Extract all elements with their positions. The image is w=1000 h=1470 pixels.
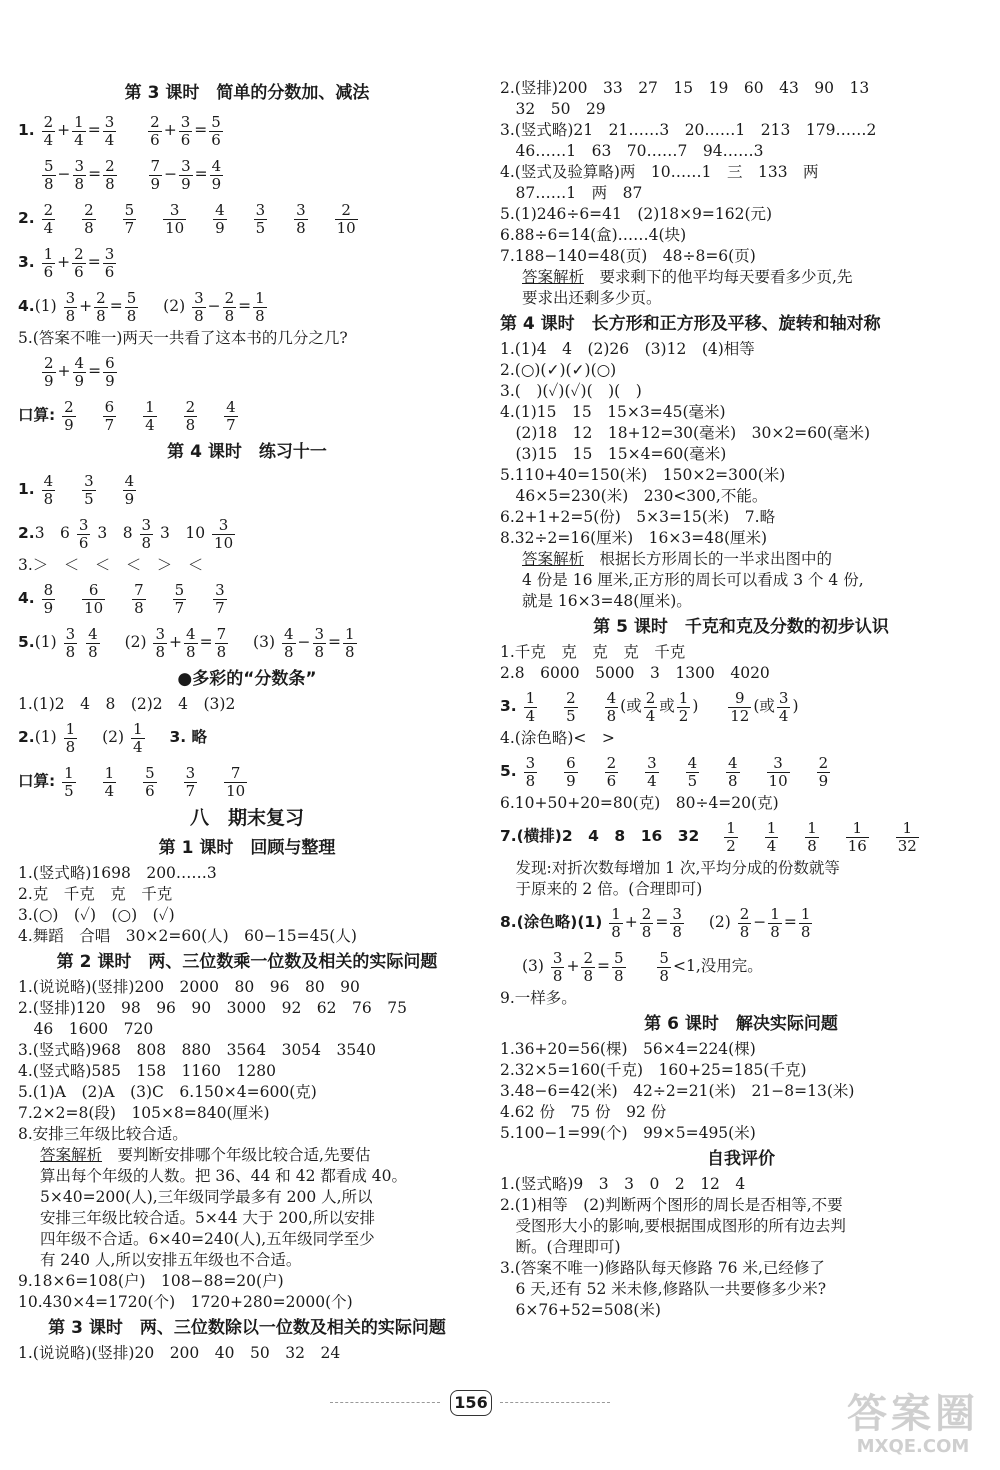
answer-line: 4.舞蹈 合唱 30×2=60(人) 60−15=45(人) [18, 927, 357, 945]
answer-line: 2.(竖排)200 33 27 15 19 60 43 90 13 [500, 79, 870, 97]
answer-line: 3.(○) (✓) (○) (✓) [18, 906, 175, 924]
answer-analysis: 答案解析 根据长方形周长的一半求出图中的 [522, 550, 833, 568]
answer-line: 2.(竖排)120 98 96 90 3000 92 62 76 75 [18, 999, 407, 1017]
answer-line: 7.(横排)2 4 8 16 32 $\frac{1}{2}$ $\frac{1}{4}$ $\frac{1}{8}$ $\frac{1}{16}$ $\frac{1}{32}$ [500, 818, 917, 855]
answer-line: 算出每个年级的人数。把 36、44 和 42 都看成 40。 [40, 1167, 408, 1185]
answer-line: 2.(1) $\frac{1}{8}$ (2) $\frac{1}{4}$ 3. 略 [18, 719, 208, 756]
answer-line: 5×40=200(人),三年级同学最多有 200 人,所以 [40, 1188, 373, 1206]
answer-line: 1. $\frac{4}{8}$ $\frac{3}{5}$ $\frac{4}{9}$ [18, 471, 135, 508]
answer-analysis-label: 答案解析 [522, 268, 585, 286]
answer-line: 9.一样多。 [500, 989, 577, 1007]
section-title: ●多彩的“分数条” [177, 669, 317, 689]
answer-line: 2.8 6000 5000 3 1300 4020 [500, 664, 770, 682]
answer-line: 口算: $\frac{1}{5}$ $\frac{1}{4}$ $\frac{5}{6}$ $\frac{3}{7}$ $\frac{7}{10}$ [18, 763, 246, 800]
answer-line: 1.36+20=56(棵) 56×4=224(棵) [500, 1040, 756, 1058]
answer-line: 4.(竖式略)585 158 1160 1280 [18, 1062, 276, 1080]
answer-analysis: 答案解析 要判断安排哪个年级比较合适,先要估 [40, 1146, 371, 1164]
answer-line: 5.100−1=99(个) 99×5=495(米) [500, 1124, 756, 1142]
answer-line: 2. $\frac{2}{4}$ $\frac{2}{8}$ $\frac{5}{7}$ $\frac{3}{10}$ $\frac{4}{9}$ $\frac{3}{5}$ $\frac{3}{8}$ $\frac{2}{10}$ [18, 200, 356, 237]
answer-line: 5.(1)246÷6=41 (2)18×9=162(元) [500, 205, 773, 223]
section-title: 第 4 课时 练习十一 [167, 442, 327, 462]
footer-divider [330, 1402, 440, 1404]
answer-line: 1.(说说略)(竖排)200 2000 80 96 80 90 [18, 978, 360, 996]
answer-line: 6.88÷6=14(盒)……4(块) [500, 226, 687, 244]
answer-line: 要求出还剩多少页。 [522, 289, 662, 307]
answer-line: 4.(1) $\frac{3}{8}$ + $\frac{2}{8}$ = $\frac{5}{8}$ (2) $\frac{3}{8}$ − $\frac{2}{8}$ = $\frac{1}{8}$ [18, 288, 265, 325]
answer-line: 7.188−140=48(页) 48÷8=6(页) [500, 247, 756, 265]
section-title: 第 3 课时 两、三位数除以一位数及相关的实际问题 [48, 1318, 446, 1338]
answer-line: 1.(说说略)(竖排)20 200 40 50 32 24 [18, 1344, 341, 1362]
answer-line: 3.(竖式略)968 808 880 3564 3054 3540 [18, 1041, 376, 1059]
answer-line: 3.(答案不唯一)修路队每天修路 76 米,已经修了 [500, 1259, 825, 1277]
answer-line: 6.10+50+20=80(克) 80÷4=20(克) [500, 794, 779, 812]
section-title: 第 2 课时 两、三位数乘一位数及相关的实际问题 [56, 952, 438, 972]
answer-line: 32 50 29 [500, 100, 606, 118]
answer-line: 2.(○)(✓)(✓)(○) [500, 361, 617, 379]
right-column [500, 78, 982, 1321]
answer-line: 3. $\frac{1}{6}$ + $\frac{2}{6}$ = $\frac{3}{6}$ [18, 244, 115, 281]
answer-line: (2)18 12 18+12=30(毫米) 30×2=60(毫米) [500, 424, 871, 442]
answer-line: 6.2+1+2=5(份) 5×3=15(米) 7.略 [500, 508, 776, 526]
answer-line: 3.＞ ＜ ＜ ＜ ＞ ＜ [18, 556, 204, 574]
watermark-url: MXQE.COM [856, 1436, 970, 1457]
answer-line: 46……1 63 70……7 94……3 [500, 142, 764, 160]
answer-line: 1.(1)2 4 8 (2)2 4 (3)2 [18, 695, 236, 713]
answer-line: 1. $\frac{2}{4}$ + $\frac{1}{4}$ = $\frac{3}{4}$ $\frac{2}{6}$ + $\frac{3}{6}$ = $\frac{5}{6}$ [18, 112, 221, 149]
answer-line: 5.(答案不唯一)两天一共看了这本书的几分之几? [18, 329, 348, 347]
answer-line: 7.2×2=8(段) 105×8=840(厘米) [18, 1104, 270, 1122]
chapter-title: 八 期末复习 [189, 807, 304, 829]
answer-line: 5. $\frac{3}{8}$ $\frac{6}{9}$ $\frac{2}{6}$ $\frac{3}{4}$ $\frac{4}{5}$ $\frac{4}{8}$ $\frac{3}{10}$ $\frac{2}{9}$ [500, 753, 829, 790]
answer-line: 4.(竖式及验算略)两 10……1 三 133 两 [500, 163, 819, 181]
section-title: 第 4 课时 长方形和正方形及平移、旋转和轴对称 [500, 314, 881, 334]
answer-analysis-label: 答案解析 [522, 550, 585, 568]
answer-line: 4 份是 16 厘米,正方形的周长可以看成 3 个 4 份, [522, 571, 864, 589]
answer-line: 5.(1) $\frac{3}{8}$ $\frac{4}{8}$ (2) $\frac{3}{8}$ + $\frac{4}{8}$ = $\frac{7}{8}$ (3) $\frac{4}{8}$ − $\frac{3}{8}$ = $\frac{1}{8}$ [18, 624, 355, 661]
answer-line: 46×5=230(米) 230<300,不能。 [500, 487, 768, 505]
answer-line: 8.32÷2=16(厘米) 16×3=48(厘米) [500, 529, 768, 547]
answer-line: (3) $\frac{3}{8}$ + $\frac{2}{8}$ = $\frac{5}{8}$ $\frac{5}{8}$ <1,没用完。 [522, 948, 763, 985]
answer-line: 安排三年级比较合适。5×44 大于 200,所以安排 [40, 1209, 375, 1227]
watermark [838, 1392, 988, 1462]
answer-line: 发现:对折次数每增加 1 次,平均分成的份数就等 [500, 859, 840, 877]
answer-line: 2.克 千克 克 千克 [18, 885, 173, 903]
answer-line: 6×76+52=508(米) [500, 1301, 661, 1319]
answer-line: 87……1 两 87 [500, 184, 643, 202]
answer-line: 3.(竖式略)21 21……3 20……1 213 179……2 [500, 121, 877, 139]
answer-line: 2.32×5=160(千克) 160+25=185(千克) [500, 1061, 807, 1079]
answer-analysis-label: 答案解析 [40, 1146, 103, 1164]
answer-line: 9.18×6=108(户) 108−88=20(户) [18, 1272, 284, 1290]
answer-line: 3. $\frac{1}{4}$ $\frac{2}{5}$ $\frac{4}{8}$ (或 $\frac{2}{4}$ 或 $\frac{1}{2}$ ) $\frac{9}{12}$ (或 $\frac{3}{4}$ ) [500, 688, 799, 725]
answer-line: 8.安排三年级比较合适。 [18, 1125, 188, 1143]
answer-line: 2.3 6 $\frac{3}{6}$ 3 8 $\frac{3}{8}$ 3 10 $\frac{3}{10}$ [18, 515, 234, 552]
answer-line: 1.(竖式略)1698 200……3 [18, 864, 217, 882]
answer-line: 4.(涂色略)< > [500, 729, 615, 747]
answer-line: (3)15 15 15×4=60(毫米) [500, 445, 727, 463]
page-number: 156 [450, 1390, 492, 1416]
answer-line: 10.430×4=1720(个) 1720+280=2000(个) [18, 1293, 353, 1311]
answer-line: 四年级不合适。6×40=240(人),五年级同学至少 [40, 1230, 375, 1248]
left-column [18, 78, 476, 1364]
section-title: 第 3 课时 简单的分数加、减法 [124, 83, 370, 103]
answer-line: 46 1600 720 [18, 1020, 154, 1038]
answer-line: 5.110+40=150(米) 150×2=300(米) [500, 466, 786, 484]
watermark-logo: 答案圈 [847, 1391, 979, 1437]
section-title: 第 6 课时 解决实际问题 [644, 1014, 838, 1034]
answer-line: 4.(1)15 15 15×3=45(毫米) [500, 403, 726, 421]
answer-line: 断。(合理即可) [500, 1238, 621, 1256]
answer-line: 1.(竖式略)9 3 3 0 2 12 4 [500, 1175, 746, 1193]
section-title: 自我评价 [707, 1149, 775, 1169]
answer-line: 6 天,还有 52 米未修,修路队一共要修多少米? [500, 1280, 827, 1298]
answer-line: 受图形大小的影响,要根据围成图形的所有边去判 [500, 1217, 846, 1235]
answer-line: 4. $\frac{8}{9}$ $\frac{6}{10}$ $\frac{7}{8}$ $\frac{5}{7}$ $\frac{3}{7}$ [18, 580, 225, 617]
answer-line: 5.(1)A (2)A (3)C 6.150×4=600(克) [18, 1083, 317, 1101]
answer-line: 于原来的 2 倍。(合理即可) [500, 880, 703, 898]
answer-line: 3.( )(✓)(✓)( )( ) [500, 382, 642, 400]
answer-line: 1.(1)4 4 (2)26 (3)12 (4)相等 [500, 340, 755, 358]
answer-line: $\frac{2}{9}$ + $\frac{4}{9}$ = $\frac{6}{9}$ [44, 353, 115, 390]
answer-line: $\frac{5}{8}$ − $\frac{3}{8}$ = $\frac{2}{8}$ $\frac{7}{9}$ − $\frac{3}{9}$ = $\frac{4}{9}$ [44, 156, 222, 193]
answer-line: 2.(1)相等 (2)判断两个图形的周长是否相等,不要 [500, 1196, 843, 1214]
answer-line: 4.62 份 75 份 92 份 [500, 1103, 667, 1121]
answer-line: 3.48−6=42(米) 42÷2=21(米) 21−8=13(米) [500, 1082, 855, 1100]
section-title: 第 1 课时 回顾与整理 [158, 838, 336, 858]
answer-line: 1.千克 克 克 克 千克 [500, 643, 686, 661]
section-title: 第 5 课时 千克和克及分数的初步认识 [593, 617, 889, 637]
answer-line: 就是 16×3=48(厘米)。 [522, 592, 692, 610]
answer-line: 8.(涂色略)(1) $\frac{1}{8}$ + $\frac{2}{8}$ = $\frac{3}{8}$ (2) $\frac{2}{8}$ − $\frac{1}{8}$ = $\frac{1}{8}$ [500, 904, 811, 941]
answer-line: 口算: $\frac{2}{9}$ $\frac{6}{7}$ $\frac{1}{4}$ $\frac{2}{8}$ $\frac{4}{7}$ [18, 397, 236, 434]
footer-divider [500, 1402, 610, 1404]
answer-analysis: 答案解析 要求剩下的他平均每天要看多少页,先 [522, 268, 853, 286]
answer-line: 有 240 人,所以安排五年级也不合适。 [40, 1251, 302, 1269]
